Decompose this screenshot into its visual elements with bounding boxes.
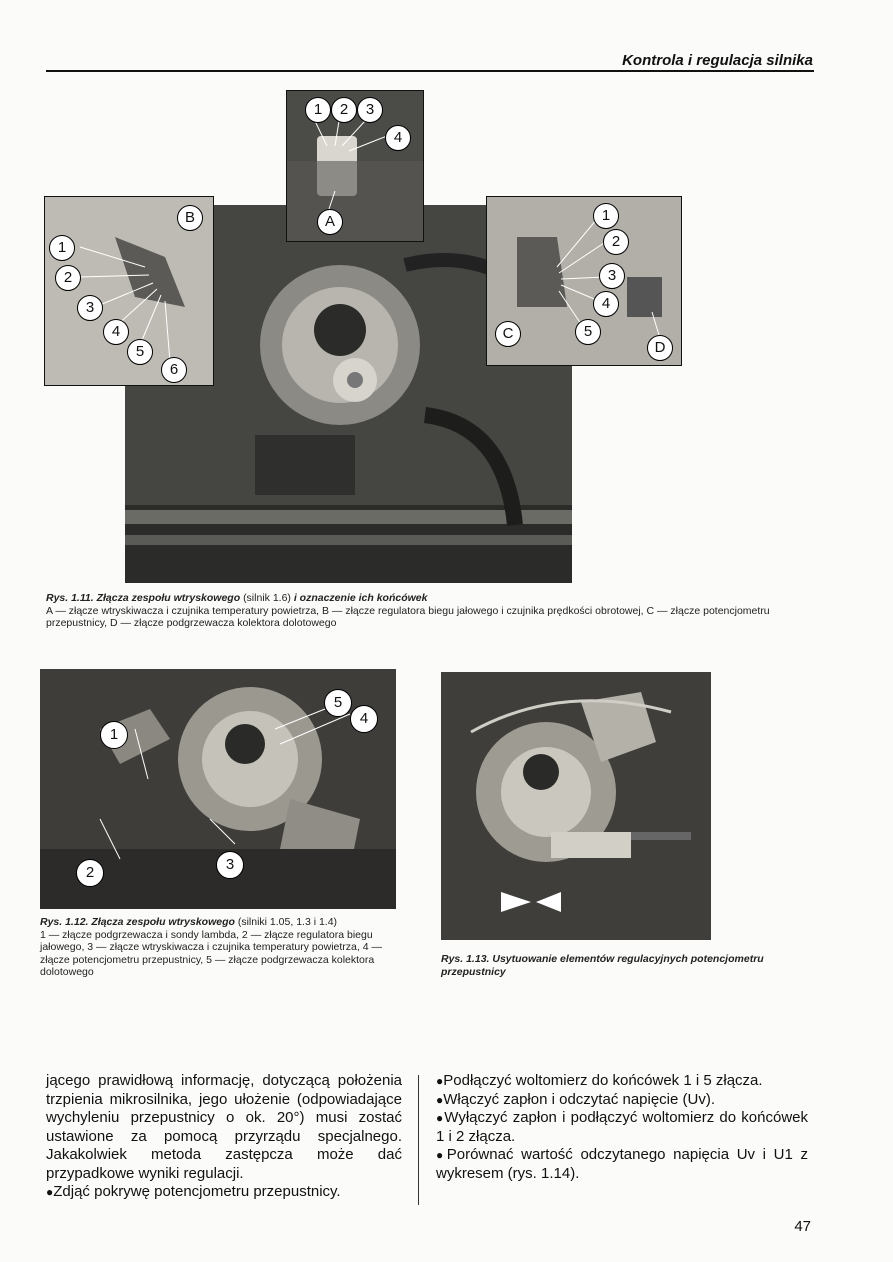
right-bullet-text: Włączyć zapłon i odczytać napięcie (Uv). (443, 1090, 716, 1108)
marker-1: 1 (593, 203, 619, 229)
marker-4: 4 (385, 125, 411, 151)
body-right-column (436, 1072, 808, 1183)
right-bullet-4: ●Porównać wartość odczytanego napięcia Uv i U1 z wykresem (rys. 1.14). (436, 1146, 809, 1182)
marker-a: A (317, 209, 343, 235)
caption-title: Złącza zespołu wtryskowego (96, 592, 241, 604)
marker-2: 2 (331, 97, 357, 123)
header-rule (46, 70, 814, 72)
marker-3: 3 (216, 851, 244, 879)
marker-3: 3 (599, 263, 625, 289)
caption-body: A — złącze wtryskiwacza i czujnika temperatury powietrza, B — złącze regulatora biegu jałowego i czujnika prędkości obrotowej, C — złącze potencjometru przepustnicy, D — złącze podgrzewacza kolektora dolotowego (46, 604, 770, 629)
marker-5: 5 (127, 339, 153, 365)
running-title: Kontrola i regulacja silnika (622, 52, 813, 69)
marker-4: 4 (350, 705, 378, 733)
marker-2: 2 (55, 265, 81, 291)
marker-5: 5 (575, 319, 601, 345)
marker-3: 3 (77, 295, 103, 321)
marker-1: 1 (100, 721, 128, 749)
marker-4: 4 (103, 319, 129, 345)
body-left-column (46, 1072, 402, 1202)
marker-3: 3 (357, 97, 383, 123)
right-bullet-2: ●Włączyć zapłon i odczytać napięcie (Uv). (436, 1090, 716, 1108)
left-bullet: ●Zdjąć pokrywę potencjometru przepustnicy. (46, 1183, 341, 1200)
marker-2: 2 (603, 229, 629, 255)
column-divider (418, 1075, 419, 1205)
caption-label: Rys. 1.11. (46, 592, 94, 604)
marker-d: D (647, 335, 673, 361)
right-bullet-text: Wyłączyć zapłon i podłączyć woltomierz do końcówek 1 i 2 złącza. (436, 1109, 809, 1145)
caption-paren: (silniki 1.05, 1.3 i 1.4) (237, 916, 338, 928)
marker-2: 2 (76, 859, 104, 887)
figure-1-13-caption (441, 953, 821, 978)
page-number: 47 (794, 1218, 811, 1235)
right-bullet-text: Podłączyć woltomierz do końcówek 1 i 5 złącza. (443, 1072, 763, 1089)
marker-1: 1 (305, 97, 331, 123)
left-bullet-text: Zdjąć pokrywę potencjometru przepustnicy. (53, 1183, 341, 1200)
figure-1-11-inset-top (286, 90, 424, 242)
figure-1-11-inset-left (44, 196, 214, 386)
marker-c: C (495, 321, 521, 347)
caption-paren: (silnik 1.6) (243, 592, 291, 604)
marker-b: B (177, 205, 203, 231)
figure-1-12-caption (40, 916, 402, 979)
right-bullet-3: ●Wyłączyć zapłon i podłączyć woltomierz do końcówek 1 i 2 złącza. (436, 1109, 809, 1145)
marker-5: 5 (324, 689, 352, 717)
left-paragraph: jącego prawidłową informację, dotyczącą położenia trzpienia mikrosilnika, jego ułożenie (odpowiadające wychyleniu przepustnicy o ok. 20°) musi zostać ustawione za pomocą przyrządu specjalnego. Jakakolwiek metoda zastępcza może dać przypadkowe wyniki regulacji. (46, 1072, 402, 1182)
figure-1-11-caption (46, 592, 806, 630)
caption-title: Usytuowanie elementów regulacyjnych potencjometru przepustnicy (441, 953, 764, 978)
figure-1-11-inset-right (486, 196, 682, 366)
caption-title: Złącza zespołu wtryskowego (91, 916, 235, 928)
right-bullet-text: Porównać wartość odczytanego napięcia Uv i U1 z wykresem (rys. 1.14). (436, 1146, 809, 1182)
caption-title-2: i oznaczenie ich końcówek (293, 592, 428, 604)
marker-4: 4 (593, 291, 619, 317)
right-bullet-1: ●Podłączyć woltomierz do końcówek 1 i 5 złącza. (436, 1072, 763, 1089)
caption-label: Rys. 1.12. (40, 916, 89, 928)
marker-6: 6 (161, 357, 187, 383)
caption-label: Rys. 1.13. (441, 953, 490, 965)
marker-1: 1 (49, 235, 75, 261)
figure-1-12-photo (40, 669, 396, 909)
figure-1-13-photo (441, 672, 711, 940)
caption-body: 1 — złącze podgrzewacza i sondy lambda, 2 — złącze regulatora biegu jałowego, 3 — złącze wtryskiwacza i czujnika temperatury powietrza, 4 — złącze potencjometru przepustnicy, 5 — złącze podgrzewacza kolektora dolotowego (40, 928, 382, 978)
